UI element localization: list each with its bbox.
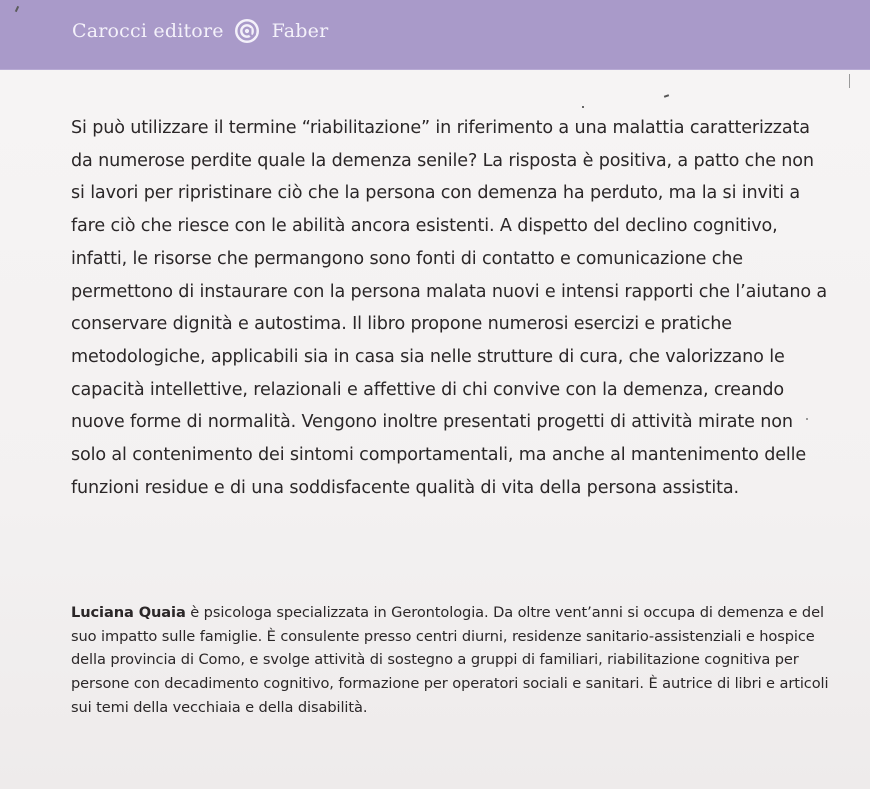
- back-cover-blurb: Si può utilizzare il termine “riabilitazione” in riferimento a una malattia caratterizzata da numerose perdite quale la demenza senile? La risposta è positiva, a patto che non si lavori per ripristinare ciò che la persona con demenza ha perduto, ma la si inviti a fare ciò che riesce con le abilità ancora esistenti. A dispetto del declino cognitivo, infatti, le risorse che permangono sono fonti di contatto e comunicazione che permettono di instaurare con la persona malata nuovi e intensi rapporti che l’aiutano a conservare dignità e autostima. Il libro propone numerosi esercizi e pratiche metodologiche, applicabili sia in casa sia nelle strutture di cura, che valorizzano le capacità intellettive, relazionali e affettive di chi convive con la demenza, creando nuove forme di normalità. Vengono inoltre presentati progetti di attività mirate non solo al contenimento dei sintomi comportamentali, ma anche al mantenimento delle funzioni residue e di una soddisfacente qualità di vita della persona assistita.: [71, 118, 828, 498]
- author-name: Luciana Quaia: [71, 604, 186, 621]
- author-bio-text: è psicologa specializzata in Gerontologia. Da oltre vent’anni si occupa di demenza e del suo impatto sulle famiglie. È consulente presso centri diurni, residenze sanitario-assistenziali e hospice della provincia di Como, e svolge attività di sostegno a gruppi di familiari, riabilitazione cognitiva per persone con decadimento cognitivo, formazione per operatori sociali e sanitari. È autrice di libri e articoli sui temi della vecchiaia e della disabilità.: [71, 604, 829, 716]
- author-bio: [71, 601, 831, 720]
- publisher-brand: [72, 18, 328, 44]
- scan-speck: [849, 74, 850, 88]
- publisher-header-band: [0, 0, 870, 70]
- scan-speck: [582, 106, 584, 108]
- publisher-name: Carocci editore: [72, 20, 224, 42]
- series-name: Faber: [271, 20, 329, 42]
- at-sign-icon: [234, 18, 260, 44]
